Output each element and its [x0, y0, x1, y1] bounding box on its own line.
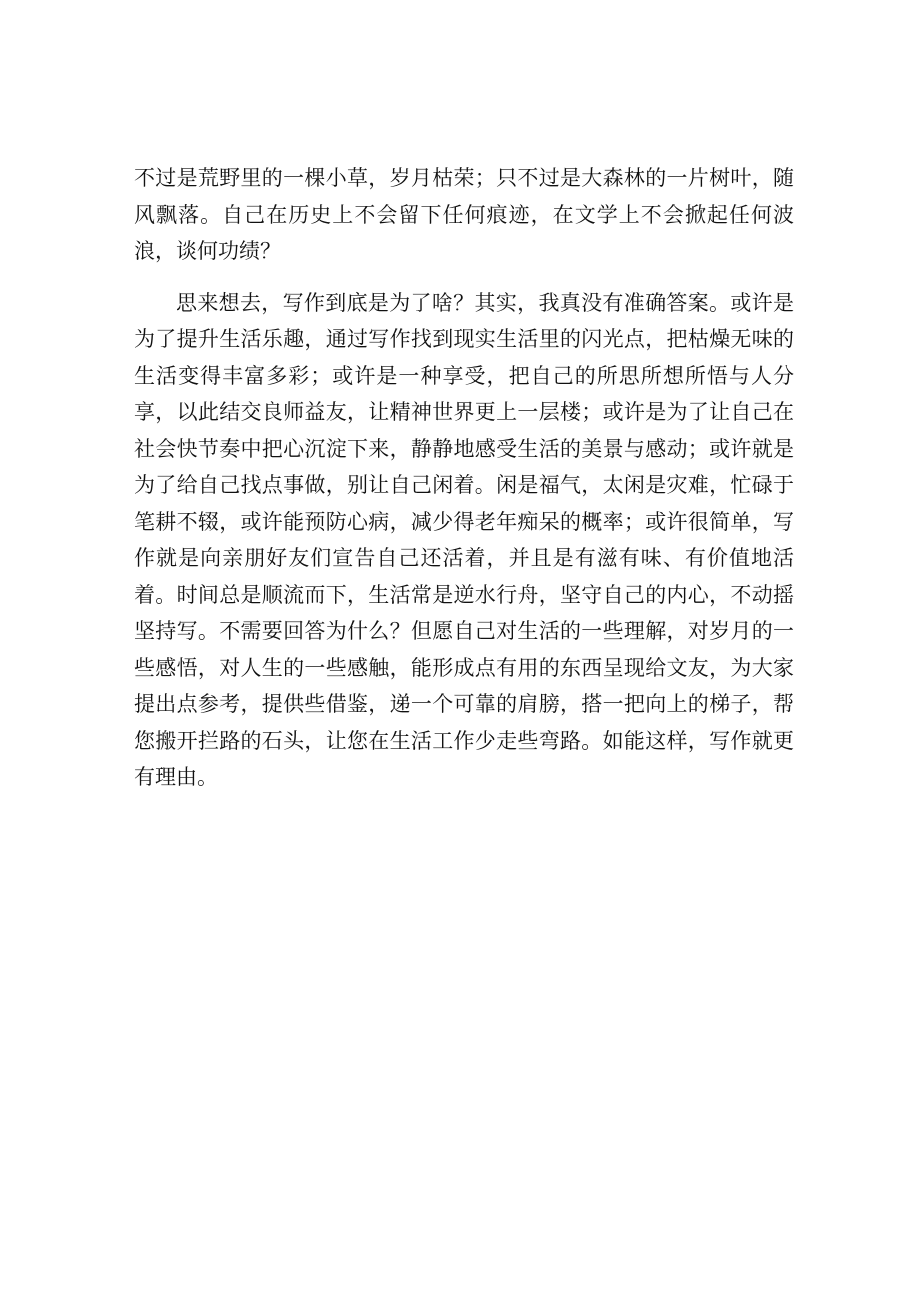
paragraph-continued: 不过是荒野里的一棵小草，岁月枯荣；只不过是大森林的一片树叶，随风飘落。自己在历史上不会留下任何痕迹，在文学上不会掀起任何波浪，谈何功绩？ [134, 166, 794, 263]
paragraph-writing-purpose: 思来想去，写作到底是为了啥？其实，我真没有准确答案。或许是为了提升生活乐趣，通过写作找到现实生活里的闪光点，把枯燥无味的生活变得丰富多彩；或许是一种享受，把自己的所思所想所悟与人分享，以此结交良师益友，让精神世界更上一层楼；或许是为了让自己在社会快节奏中把心沉淀下来，静静地感受生活的美景与感动；或许就是为了给自己找点事做，别让自己闲着。闲是福气，太闲是灾难，忙碌于笔耕不辍，或许能预防心病，减少得老年痴呆的概率；或许很简单，写作就是向亲朋好友们宣告自己还活着，并且是有滋有味、有价值地活着。时间总是顺流而下，生活常是逆水行舟，坚守自己的内心，不动摇坚持写。不需要回答为什么？但愿自己对生活的一些理解，对岁月的一些感悟，对人生的一些感触，能形成点有用的东西呈现给文友，为大家提出点参考，提供些借鉴，递一个可靠的肩膀，搭一把向上的梯子，帮您搬开拦路的石头，让您在生活工作少走些弯路。如能这样，写作就更有理由。 [134, 290, 794, 789]
document-body [134, 160, 794, 796]
